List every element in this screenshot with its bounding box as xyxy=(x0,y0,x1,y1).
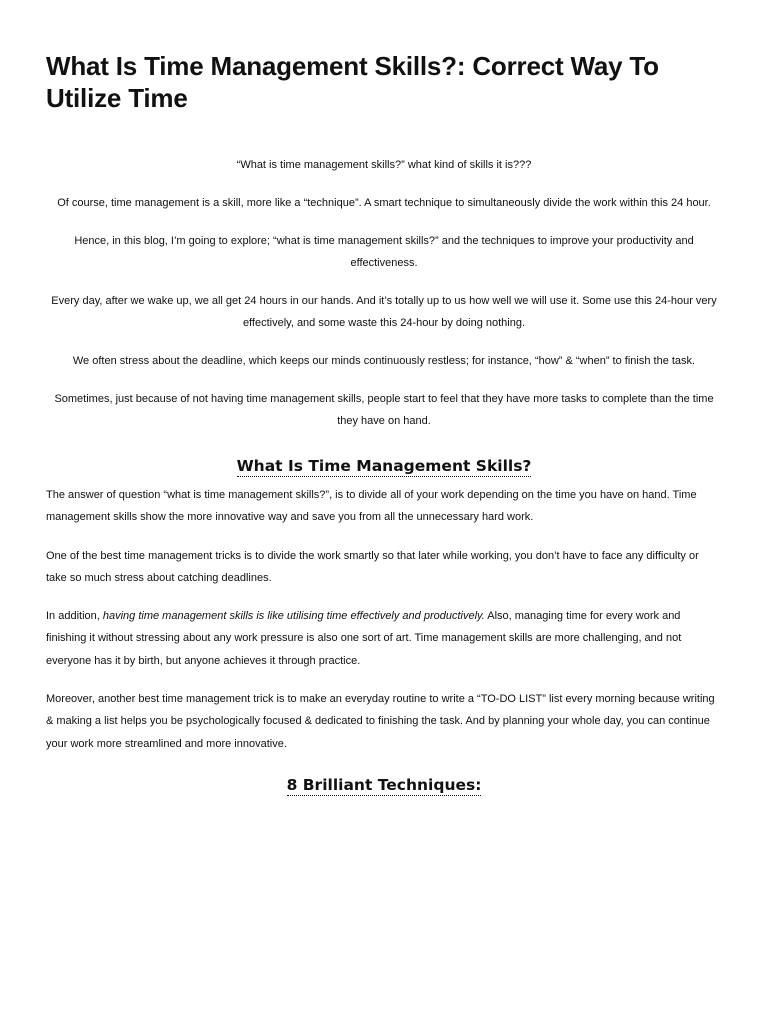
intro-paragraph: We often stress about the deadline, which keeps our minds continuously restless; for instance, “how” & “when” to finish the task. xyxy=(72,355,696,367)
section-heading-what-is xyxy=(46,452,722,478)
intro-section xyxy=(46,154,722,432)
section-heading-text: 8 Brilliant Techniques: xyxy=(286,775,482,794)
body-paragraph: The answer of question “what is time management skills?”, is to divide all of your work depending on the time you have on hand. Time management skills show the more innovative way and save you from all the unnecessary hard work. xyxy=(46,489,697,524)
intro-paragraph: Every day, after we wake up, we all get 24 hours in our hands. And it’s totally up to us how well we will use it. Some use this 24-hour very effectively, and some waste this 24-hour by doing nothing. xyxy=(51,295,717,329)
section-heading-text: What Is Time Management Skills? xyxy=(236,457,532,475)
body-paragraph: One of the best time management tricks is to divide the work smartly so that later while working, you don’t have to face any difficulty or take so much stress about catching deadlines. xyxy=(46,549,699,584)
intro-paragraph: Sometimes, just because of not having time management skills, people start to feel that they have more tasks to complete than the time they have on hand. xyxy=(54,393,714,427)
intro-paragraph: Hence, in this blog, I’m going to explore; “what is time management skills?” and the techniques to improve your productivity and effectiveness. xyxy=(74,235,694,269)
section-body xyxy=(46,484,722,755)
article-title: What Is Time Management Skills?: Correct Way To Utilize Time xyxy=(46,51,659,113)
body-text-lead: In addition, xyxy=(46,610,103,623)
body-text-italic: having time management skills is like utilising time effectively and productively. xyxy=(102,610,485,623)
intro-paragraph: “What is time management skills?” what kind of skills it is??? xyxy=(236,159,532,171)
body-paragraph xyxy=(46,605,722,672)
body-paragraph: Moreover, another best time management trick is to make an everyday routine to write a “TO-DO LIST” list every morning because writing & making a list helps you be psychologically focused & dedicated to finishing the task. And by planning your whole day, you can continue your work more streamlined and more innovative. xyxy=(46,693,715,750)
body-text-rest: Also, managing time for every work and finishing it without stressing about any work pressure is also one sort of art. Time management skills are more challenging, and not everyone has it by birth, but anyone achieves it through practice. xyxy=(46,610,682,667)
section-heading-techniques xyxy=(46,771,722,797)
article xyxy=(46,50,722,797)
intro-paragraph: Of course, time management is a skill, more like a “technique”. A smart technique to simultaneously divide the work within this 24 hour. xyxy=(57,197,711,209)
